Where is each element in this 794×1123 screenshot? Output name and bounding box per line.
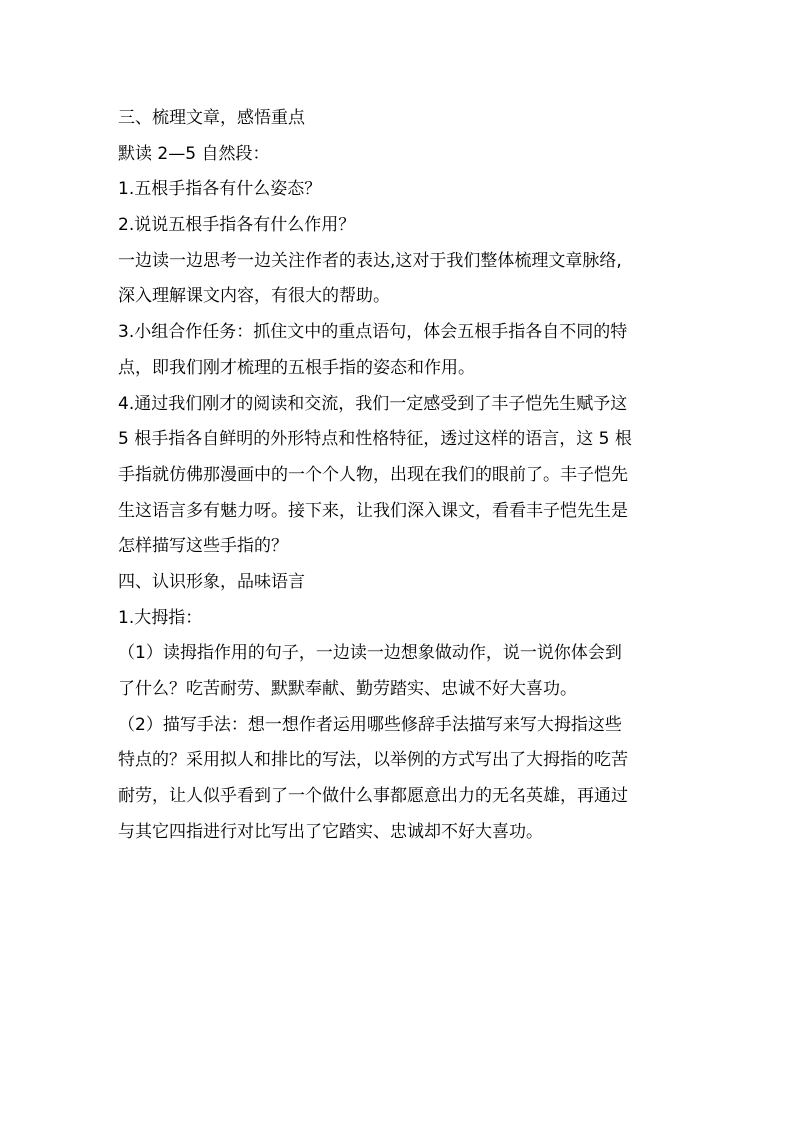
reading-instruction: 默读 2—5 自然段：: [118, 143, 270, 164]
paragraph-line: 耐劳，让人似乎看到了一个做什么事都愿意出力的无名英雄，再通过: [118, 786, 628, 807]
task-3: 3.小组合作任务：抓住文中的重点语句，体会五根手指各自不同的特: [118, 322, 628, 343]
section-heading-3: 三、梳理文章，感悟重点: [118, 108, 305, 128]
paragraph-line: 5 根手指各自鲜明的外形特点和性格特征，透过这样的语言，这 5 根: [118, 429, 632, 450]
section-heading-4: 四、认识形象，品味语言: [118, 571, 305, 592]
task-4: 4.通过我们刚才的阅读和交流，我们一定感受到了丰子恺先生赋予这: [118, 393, 628, 414]
paragraph-line: 怎样描写这些手指的？: [118, 536, 288, 557]
question-1: 1.五根手指各有什么姿态？: [118, 179, 322, 200]
question-2: 2.说说五根手指各有什么作用？: [118, 215, 356, 236]
paragraph-line: 特点的？采用拟人和排比的写法，以举例的方式写出了大拇指的吃苦: [118, 750, 628, 771]
document-body: [118, 101, 680, 850]
paragraph-line: 点，即我们刚才梳理的五根手指的姿态和作用。: [118, 357, 475, 378]
thumb-point-2: （2）描写手法：想一想作者运用哪些修辞手法描写来写大拇指这些: [118, 714, 622, 735]
paragraph-line: 一边读一边思考一边关注作者的表达,这对于我们整体梳理文章脉络,: [118, 250, 622, 271]
thumb-heading: 1.大拇指：: [118, 607, 203, 628]
paragraph-line: 手指就仿佛那漫画中的一个个人物，出现在我们的眼前了。丰子恺先: [118, 464, 628, 485]
paragraph-line: 了什么？吃苦耐劳、默默奉献、勤劳踏实、忠诚不好大喜功。: [118, 679, 577, 699]
paragraph-line: 生这语言多有魅力呀。接下来，让我们深入课文，看看丰子恺先生是: [118, 500, 628, 521]
paragraph-line: 与其它四指进行对比写出了它踏实、忠诚却不好大喜功。: [118, 821, 543, 842]
paragraph-line: 深入理解课文内容，有很大的帮助。: [118, 286, 390, 307]
thumb-point-1: （1）读拇指作用的句子，一边读一边想象做动作，说一说你体会到: [118, 643, 622, 664]
